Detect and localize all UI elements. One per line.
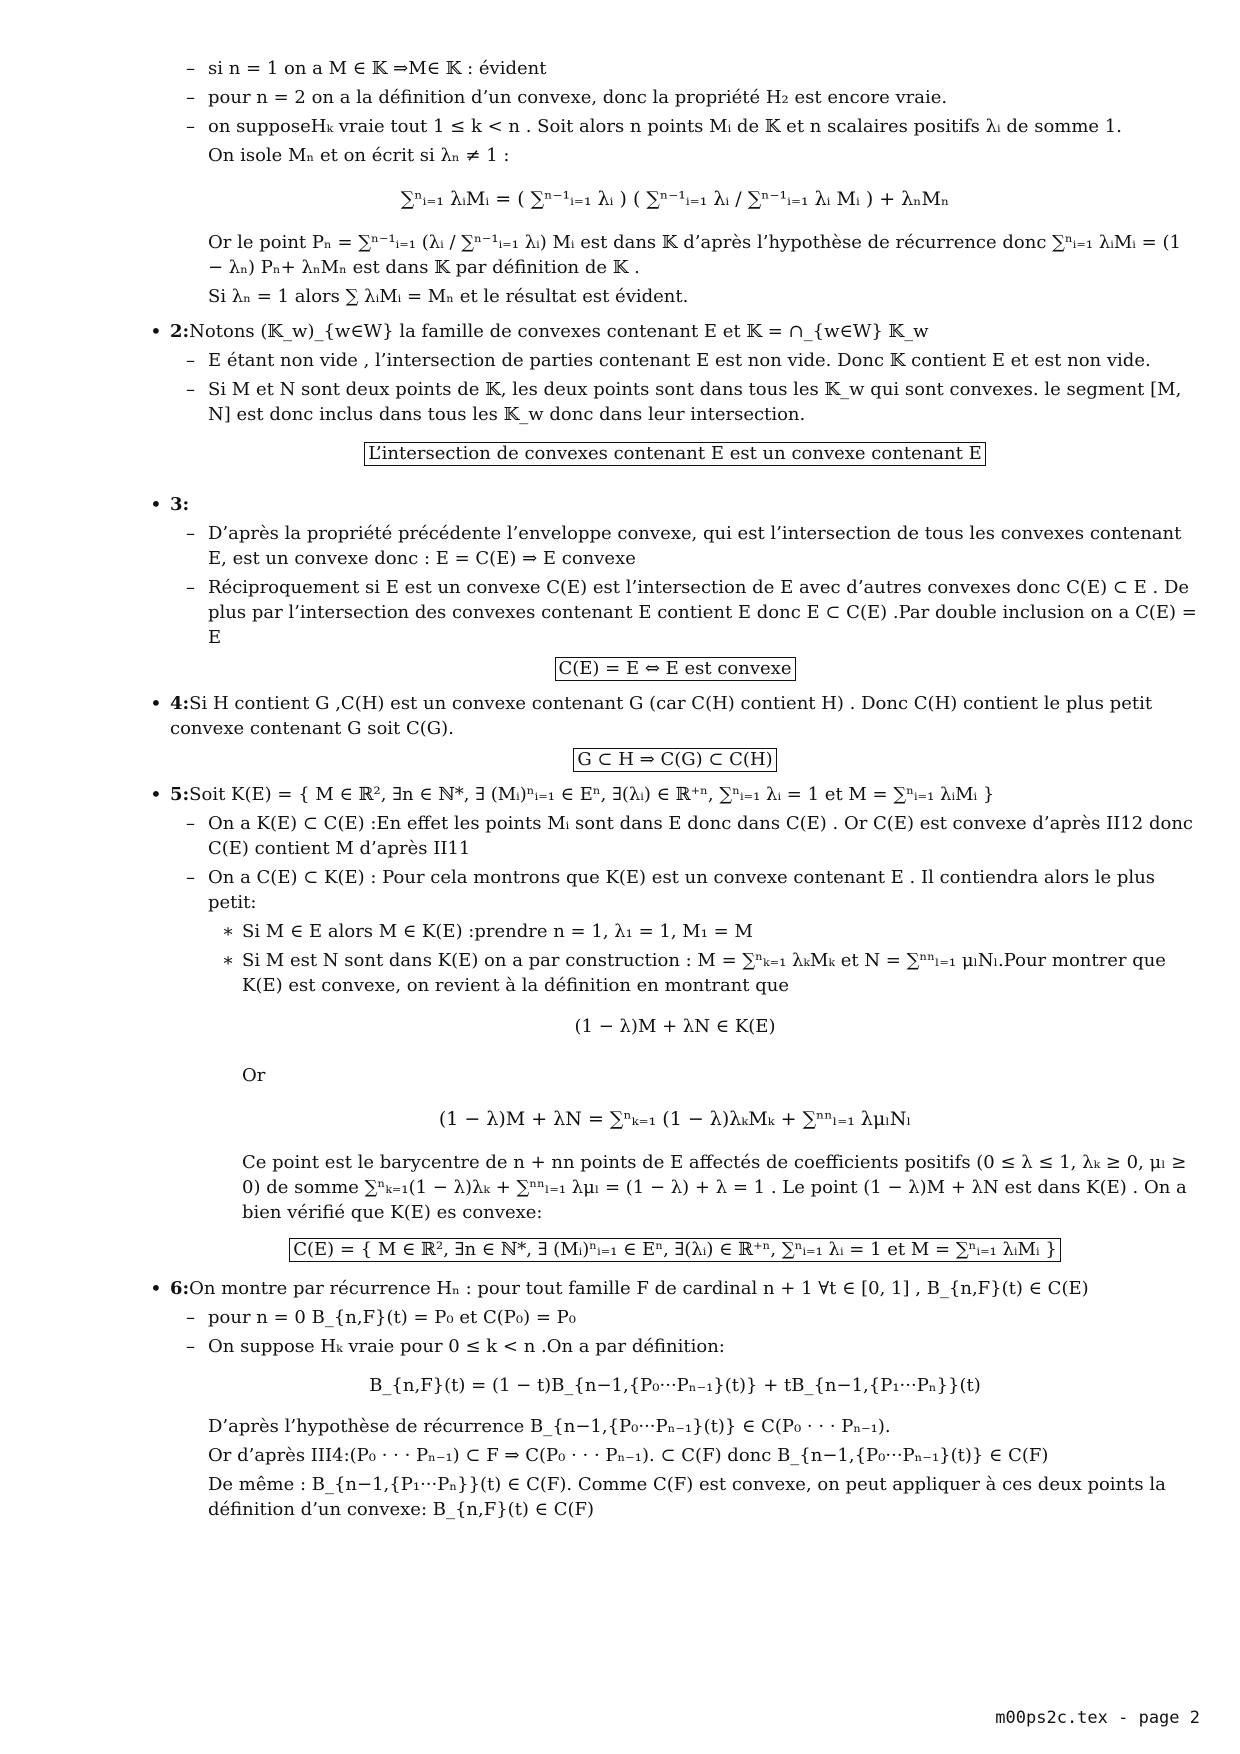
item-lambda-one: Si λₙ = 1 alors ∑ λᵢMᵢ = Mₙ et le résultat est évident. [208, 286, 689, 307]
boxed-result-2: C(E) = E ⇔ E est convexe [555, 657, 796, 681]
item-isolate: On isole Mₙ et on écrit si λₙ ≠ 1 : [208, 145, 510, 166]
section-2 [150, 319, 1200, 344]
item-c-in-k: – On a C(E) ⊂ K(E) : Pour cela montrons que K(E) est un convexe contenant E . Il contiendra alors le plus petit: [150, 865, 1200, 915]
section-number: 5: [170, 784, 190, 805]
subitem-m-n-in-k: ∗ Si M est N sont dans K(E) on a par construction : M = ∑ⁿₖ₌₁ λₖMₖ et N = ∑ⁿⁿₗ₌₁ μₗNₗ.Pour montrer que K(E) est convexe, on revient à la définition en montrant que [150, 948, 1200, 998]
boxed-result-4: C(E) = { M ∈ ℝ², ∃n ∈ ℕ*, ∃ (Mᵢ)ⁿᵢ₌₁ ∈ Eⁿ, ∃(λᵢ) ∈ ℝ⁺ⁿ, ∑ⁿᵢ₌₁ λᵢ = 1 et M = ∑ⁿᵢ₌₁ λᵢMᵢ } [289, 1238, 1061, 1262]
section-number: 2: [170, 321, 190, 342]
equation-decomposition: ∑ⁿᵢ₌₁ λᵢMᵢ = ( ∑ⁿ⁻¹ᵢ₌₁ λᵢ ) ( ∑ⁿ⁻¹ᵢ₌₁ λᵢ / ∑ⁿ⁻¹ᵢ₌₁ λᵢ Mᵢ ) + λₙMₙ [400, 188, 950, 210]
item-k-in-c: – On a K(E) ⊂ C(E) :En effet les points Mᵢ sont dans E donc dans C(E) . Or C(E) est convexe d’après II12 donc C(E) contient M d’après II11 [150, 811, 1200, 861]
item-envelope: – D’après la propriété précédente l’enveloppe convexe, qui est l’intersection de tous les convexes contenant E, est un convexe donc : E = C(E) ⇒ E convexe [150, 521, 1200, 571]
item-hypothesis: D’après l’hypothèse de récurrence B_{n−1,{P₀···Pₙ₋₁}(t)} ∈ C(P₀ · · · Pₙ₋₁). [208, 1416, 891, 1437]
item-nonempty: – E étant non vide , l’intersection de parties contenant E est non vide. Donc 𝕂 contient E et est non vide. [150, 348, 1200, 373]
item-iii4: Or d’après III4:(P₀ · · · Pₙ₋₁) ⊂ F ⇒ C(P₀ · · · Pₙ₋₁). ⊂ C(F) donc B_{n−1,{P₀···Pₙ₋₁}(t)} ∈ C(F) [208, 1445, 1049, 1466]
text-barycenter: Ce point est le barycentre de n + nn points de E affectés de coefficients positifs (0 ≤ λ ≤ 1, λₖ ≥ 0, μₗ ≥ 0) de somme ∑ⁿₖ₌₁(1 − λ)λₖ + ∑ⁿⁿₗ₌₁ λμₗ = (1 − λ) + λ = 1 . Le point (1 − λ)M + λN est dans K(E) . On a bien vérifié que K(E) es convexe: [242, 1152, 1187, 1223]
item-n0: – pour n = 0 B_{n,F}(t) = P₀ et C(P₀) = P₀ [150, 1305, 1200, 1330]
item-n2: – pour n = 2 on a la définition d’un convexe, donc la propriété H₂ est encore vraie. [150, 85, 1200, 110]
section-3 [150, 492, 1200, 517]
equation-convex-combination: (1 − λ)M + λN ∈ K(E) [574, 1016, 776, 1037]
section-5 [150, 782, 1200, 807]
item-recurrence: – on supposeHₖ vraie tout 1 ≤ k < n . Soit alors n points Mᵢ de 𝕂 et n scalaires positifs λᵢ de somme 1. [150, 114, 1200, 139]
boxed-result-3: G ⊂ H ⇒ C(G) ⊂ C(H) [573, 748, 776, 772]
section-text: Si H contient G ,C(H) est un convexe contenant G (car C(H) contient H) . Donc C(H) contient le plus petit convexe contenant G soit C(G). [170, 693, 1153, 739]
section-6 [150, 1276, 1200, 1301]
section-4 [150, 691, 1200, 741]
section-number: 3: [170, 494, 190, 515]
page-footer: m00ps2c.tex - page 2 [995, 1708, 1200, 1728]
item-point-pn: Or le point Pₙ = ∑ⁿ⁻¹ᵢ₌₁ (λᵢ / ∑ⁿ⁻¹ᵢ₌₁ λᵢ) Mᵢ est dans 𝕂 d’après l’hypothèse de récurrence donc ∑ⁿᵢ₌₁ λᵢMᵢ = (1 − λₙ) Pₙ+ λₙMₙ est dans 𝕂 par définition de 𝕂 . [208, 232, 1181, 278]
section-text: Notons (𝕂_w)_{w∈W} la famille de convexes contenant E et 𝕂 = ∩_{w∈W} 𝕂_w [189, 321, 929, 342]
equation-bezier: B_{n,F}(t) = (1 − t)B_{n−1,{P₀···Pₙ₋₁}(t)} + tB_{n−1,{P₁···Pₙ}}(t) [369, 1375, 981, 1396]
equation-barycenter: (1 − λ)M + λN = ∑ⁿₖ₌₁ (1 − λ)λₖMₖ + ∑ⁿⁿₗ₌₁ λμₗNₗ [438, 1108, 912, 1130]
subitem-m-in-e: ∗ Si M ∈ E alors M ∈ K(E) :prendre n = 1, λ₁ = 1, M₁ = M [150, 919, 1200, 944]
item-segment: – Si M et N sont deux points de 𝕂, les deux points sont dans tous les 𝕂_w qui sont convexes. le segment [M, N] est donc inclus dans tous les 𝕂_w donc dans leur intersection. [150, 377, 1200, 427]
item-n1: – si n = 1 on a M ∈ 𝕂 ⇒M∈ 𝕂 : évident [150, 56, 1200, 81]
section-text: Soit K(E) = { M ∈ ℝ², ∃n ∈ ℕ*, ∃ (Mᵢ)ⁿᵢ₌₁ ∈ Eⁿ, ∃(λᵢ) ∈ ℝ⁺ⁿ, ∑ⁿᵢ₌₁ λᵢ = 1 et M = ∑ⁿᵢ₌₁ λᵢMᵢ } [189, 784, 995, 805]
boxed-result-1: L’intersection de convexes contenant E est un convexe contenant E [364, 442, 985, 466]
item-conclusion: De même : B_{n−1,{P₁···Pₙ}}(t) ∈ C(F). Comme C(F) est convexe, on peut appliquer à ces deux points la définition d’un convexe: B_{n,F}(t) ∈ C(F) [208, 1474, 1166, 1520]
item-suppose-hk: – On suppose Hₖ vraie pour 0 ≤ k < n .On a par définition: [150, 1334, 1200, 1359]
section-number: 6: [170, 1278, 190, 1299]
text-or: Or [242, 1065, 266, 1086]
section-text: On montre par récurrence Hₙ : pour tout famille F de cardinal n + 1 ∀t ∈ [0, 1] , B_{n,F}(t) ∈ C(E) [189, 1278, 1089, 1299]
item-reciprocal: – Réciproquement si E est un convexe C(E) est l’intersection de E avec d’autres convexes donc C(E) ⊂ E . De plus par l’intersection des convexes contenant E contient E donc E ⊂ C(E) .Par double inclusion on a C(E) = E [150, 575, 1200, 650]
section-number: 4: [170, 693, 190, 714]
